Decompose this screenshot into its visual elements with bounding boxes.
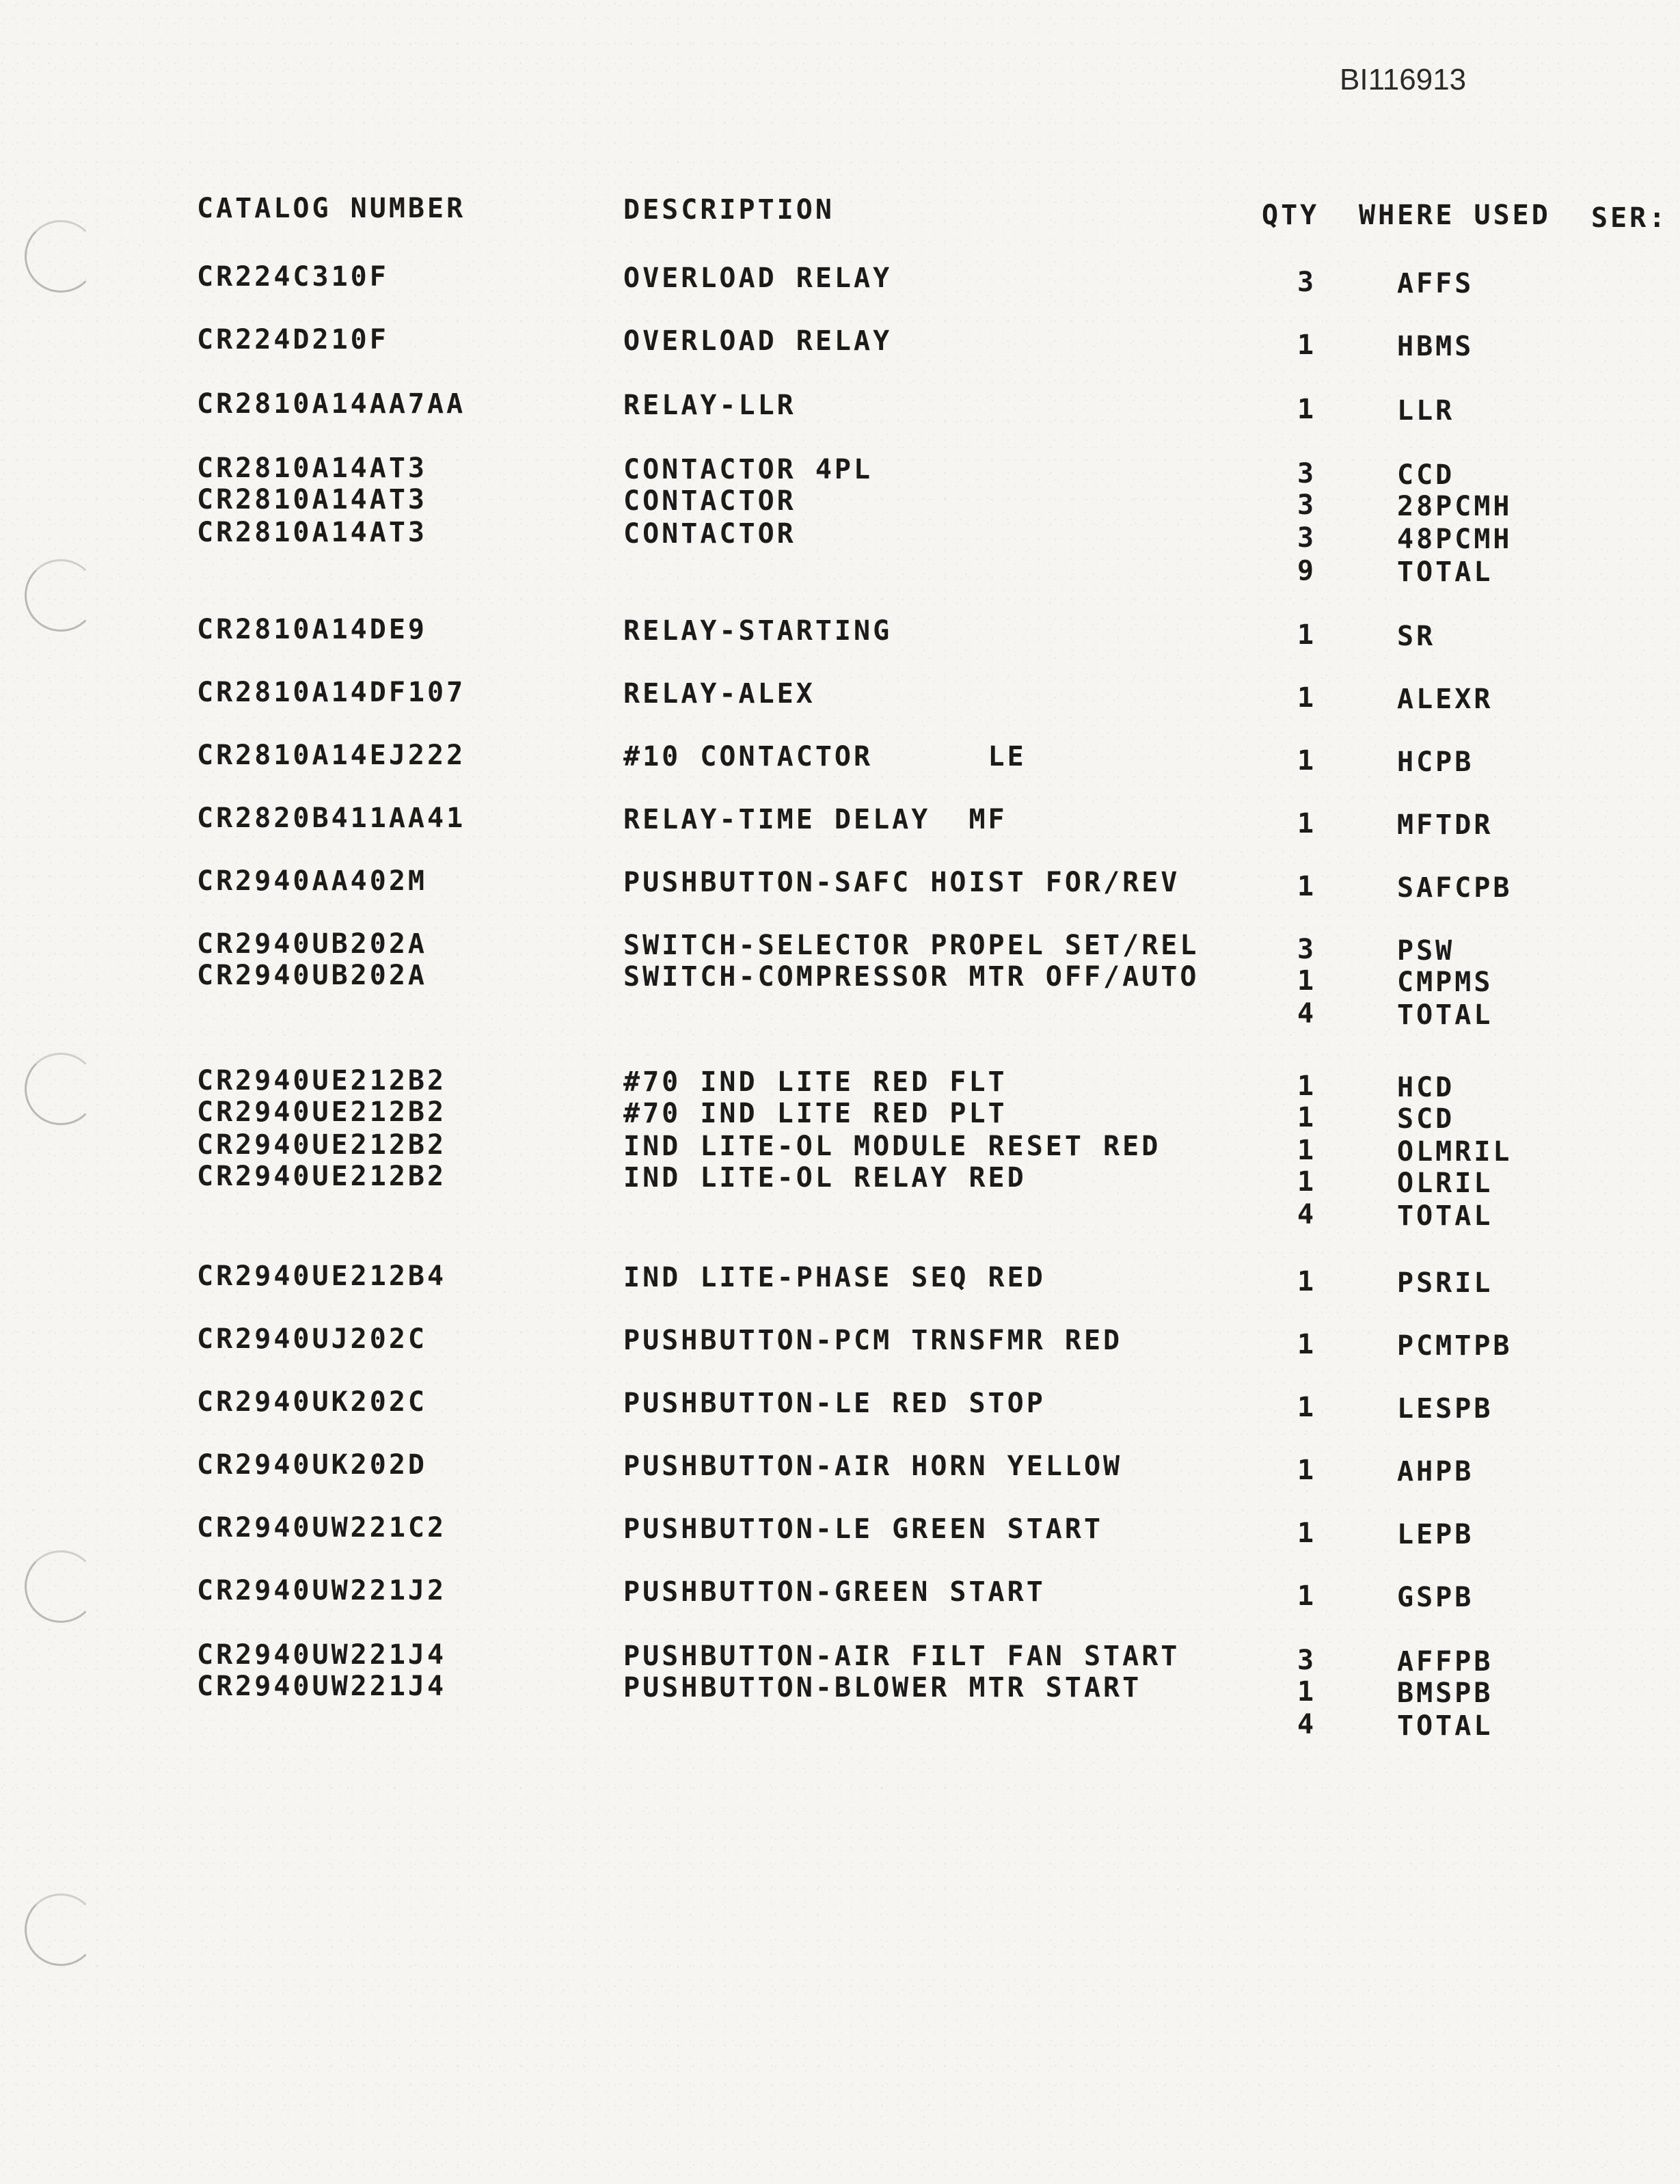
quantity: 1 [1297, 1676, 1317, 1708]
catalog-number: CR2810A14AA7AA [197, 388, 466, 420]
where-used: SAFCPB [1397, 872, 1513, 904]
quantity: 3 [1297, 934, 1317, 965]
catalog-number: CR2940UE212B2 [197, 1096, 447, 1128]
where-used: CMPMS [1397, 967, 1493, 998]
description: PUSHBUTTON-BLOWER MTR START [623, 1672, 1142, 1703]
where-used: LEPB [1397, 1519, 1474, 1550]
punch-hole [25, 1550, 97, 1623]
where-used: HBMS [1397, 331, 1474, 362]
description: RELAY-STARTING [623, 615, 893, 647]
catalog-number: CR2940UE212B4 [197, 1260, 447, 1292]
quantity: 1 [1297, 1070, 1317, 1102]
where-used: TOTAL [1397, 556, 1493, 588]
description: IND LITE-OL MODULE RESET RED [623, 1131, 1161, 1162]
description: PUSHBUTTON-LE GREEN START [623, 1513, 1104, 1545]
where-used: TOTAL [1397, 999, 1493, 1031]
punch-hole [25, 559, 97, 632]
description: OVERLOAD RELAY [623, 262, 893, 294]
catalog-number-header: CATALOG NUMBER [197, 193, 466, 224]
catalog-number: CR2940UJ202C [197, 1323, 427, 1355]
catalog-number: CR224D210F [197, 324, 389, 355]
where-used: AFFS [1397, 268, 1474, 299]
catalog-number: CR2940AA402M [197, 865, 427, 897]
description: IND LITE-PHASE SEQ RED [623, 1262, 1046, 1293]
quantity: 1 [1297, 1518, 1317, 1549]
where-used: SR [1397, 621, 1436, 652]
quantity: 1 [1297, 871, 1317, 902]
punch-hole [25, 1893, 97, 1966]
description: RELAY-TIME DELAY MF [623, 804, 1007, 835]
description: #10 CONTACTOR LE [623, 741, 1027, 772]
description: PUSHBUTTON-AIR HORN YELLOW [623, 1451, 1123, 1482]
catalog-number: CR2810A14AT3 [197, 517, 427, 548]
quantity: 1 [1297, 619, 1317, 651]
catalog-number: CR2810A14AT3 [197, 453, 427, 484]
catalog-number: CR2940UK202D [197, 1449, 427, 1481]
quantity: 1 [1297, 1266, 1317, 1297]
description: PUSHBUTTON-LE RED STOP [623, 1388, 1046, 1419]
where-used: OLRIL [1397, 1168, 1493, 1199]
punch-hole [25, 1053, 97, 1125]
quantity: 3 [1297, 489, 1317, 521]
description: PUSHBUTTON-PCM TRNSFMR RED [623, 1325, 1123, 1356]
description: SWITCH-SELECTOR PROPEL SET/REL [623, 930, 1200, 961]
catalog-number: CR2810A14EJ222 [197, 740, 466, 771]
catalog-number: CR2940UW221J4 [197, 1639, 447, 1671]
quantity: 1 [1297, 1329, 1317, 1360]
description: PUSHBUTTON-AIR FILT FAN START [623, 1641, 1180, 1672]
where-used: 28PCMH [1397, 491, 1513, 522]
quantity: 3 [1297, 522, 1317, 554]
catalog-number: CR2810A14DF107 [197, 677, 466, 708]
quantity: 3 [1297, 1645, 1317, 1676]
quantity: 1 [1297, 1580, 1317, 1612]
catalog-number: CR2940UB202A [197, 928, 427, 960]
catalog-number: CR2810A14DE9 [197, 614, 427, 645]
catalog-number: CR2940UW221C2 [197, 1512, 447, 1543]
description: CONTACTOR [623, 485, 796, 517]
description: #70 IND LITE RED FLT [623, 1066, 1007, 1098]
description: CONTACTOR [623, 518, 796, 550]
quantity: 1 [1297, 1102, 1317, 1133]
quantity: 1 [1297, 1455, 1317, 1486]
where-used: BMSPB [1397, 1677, 1493, 1709]
where-used: HCD [1397, 1072, 1455, 1103]
where-used: GSPB [1397, 1582, 1474, 1613]
where-used: OLMRIL [1397, 1136, 1513, 1168]
quantity: 1 [1297, 394, 1317, 425]
catalog-number: CR224C310F [197, 261, 389, 293]
catalog-number: CR2940UW221J4 [197, 1671, 447, 1702]
quantity: 3 [1297, 267, 1317, 298]
punch-hole [25, 220, 97, 293]
document-id: BI116913 [1340, 63, 1467, 96]
where-used: MFTDR [1397, 809, 1493, 841]
where-used: CCD [1397, 459, 1455, 491]
quantity: 9 [1297, 555, 1317, 587]
description: PUSHBUTTON-SAFC HOIST FOR/REV [623, 867, 1180, 898]
description: OVERLOAD RELAY [623, 325, 893, 357]
catalog-number: CR2940UB202A [197, 960, 427, 991]
qty-header: QTY [1262, 200, 1320, 231]
where-used-header: WHERE USED [1359, 200, 1551, 231]
where-used: PCMTPB [1397, 1330, 1513, 1362]
quantity: 1 [1297, 965, 1317, 997]
quantity: 1 [1297, 682, 1317, 714]
catalog-number: CR2940UW221J2 [197, 1575, 447, 1606]
description: SWITCH-COMPRESSOR MTR OFF/AUTO [623, 961, 1200, 993]
catalog-number: CR2810A14AT3 [197, 484, 427, 515]
where-used: TOTAL [1397, 1710, 1493, 1742]
where-used: LESPB [1397, 1393, 1493, 1425]
description: PUSHBUTTON-GREEN START [623, 1576, 1046, 1608]
catalog-number: CR2820B411AA41 [197, 803, 466, 834]
catalog-number: CR2940UK202C [197, 1386, 427, 1418]
catalog-number: CR2940UE212B2 [197, 1161, 447, 1192]
where-used: PSRIL [1397, 1267, 1493, 1299]
where-used: AFFPB [1397, 1646, 1493, 1677]
quantity: 1 [1297, 1135, 1317, 1166]
quantity: 4 [1297, 1199, 1317, 1230]
serial-header: SER: [1591, 202, 1668, 234]
quantity: 3 [1297, 458, 1317, 489]
quantity: 4 [1297, 998, 1317, 1029]
where-used: AHPB [1397, 1456, 1474, 1487]
description: RELAY-ALEX [623, 678, 815, 710]
where-used: 48PCMH [1397, 524, 1513, 555]
quantity: 1 [1297, 745, 1317, 777]
where-used: ALEXR [1397, 684, 1493, 715]
description: CONTACTOR 4PL [623, 454, 873, 485]
where-used: PSW [1397, 935, 1455, 967]
description: #70 IND LITE RED PLT [623, 1098, 1007, 1129]
description: IND LITE-OL RELAY RED [623, 1162, 1027, 1194]
quantity: 1 [1297, 808, 1317, 839]
where-used: SCD [1397, 1103, 1455, 1135]
catalog-number: CR2940UE212B2 [197, 1129, 447, 1161]
where-used: LLR [1397, 395, 1455, 427]
quantity: 1 [1297, 1166, 1317, 1198]
quantity: 1 [1297, 1392, 1317, 1423]
where-used: HCPB [1397, 746, 1474, 778]
description-header: DESCRIPTION [623, 194, 835, 226]
quantity: 4 [1297, 1709, 1317, 1740]
quantity: 1 [1297, 329, 1317, 361]
catalog-number: CR2940UE212B2 [197, 1065, 447, 1096]
description: RELAY-LLR [623, 390, 796, 421]
where-used: TOTAL [1397, 1200, 1493, 1232]
